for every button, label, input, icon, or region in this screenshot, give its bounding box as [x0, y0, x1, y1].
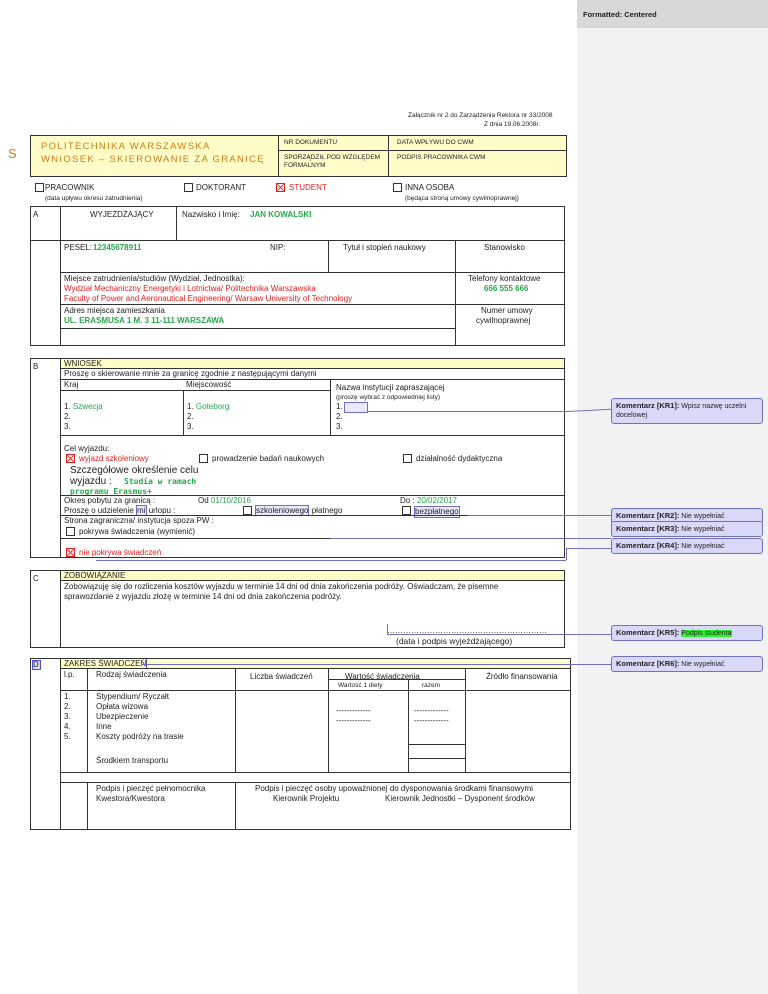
- rodzaj-header: Rodzaj świadczenia: [96, 670, 167, 679]
- numer-umowy-2: cywilnoprawnej: [476, 316, 531, 325]
- pracownik-label: PRACOWNIK: [45, 183, 95, 192]
- urlop-text-a: Proszę o udzielenie: [64, 506, 137, 515]
- miejscowosc-label: Miejscowość: [186, 380, 232, 389]
- student-label: STUDENT: [289, 183, 327, 192]
- section-d-box: [30, 658, 571, 830]
- title-box: [30, 135, 280, 177]
- miej2: 2.: [187, 412, 194, 421]
- bezplatnego-checkbox[interactable]: [402, 506, 411, 515]
- inna-osoba-label: INNA OSOBA: [405, 183, 455, 192]
- wyjazd-szkoleniowy-label: wyjazd szkoleniowy: [79, 454, 149, 463]
- badania-checkbox[interactable]: [199, 454, 208, 463]
- miej1-num: 1.: [187, 402, 194, 411]
- kraj2: 2.: [64, 412, 71, 421]
- inst1-field[interactable]: [344, 402, 368, 413]
- section-a-letter: A: [33, 210, 39, 219]
- szkoleniowego-checkbox[interactable]: [243, 506, 252, 515]
- kraj-label: Kraj: [64, 380, 79, 389]
- zobowiazanie-text-2: sprawozdanie z wyjazdu złożę w terminie 14 dni od dnia zakończenia podróży.: [64, 592, 342, 601]
- badania-label: prowadzenie badań naukowych: [212, 454, 325, 463]
- dydaktyczna-checkbox[interactable]: [403, 454, 412, 463]
- kraj1-value: Szwecja: [72, 402, 103, 411]
- szczegolowe-label-2: wyjazdu :: [70, 476, 112, 487]
- podpis-kwestora-2: Kwestora/Kwestora: [96, 794, 165, 803]
- data-wplywu-label: DATA WPŁYWU DO CWM: [397, 139, 474, 146]
- table-row-num: 1.: [64, 692, 71, 701]
- university-name: POLITECHNIKA WARSZAWSKA: [41, 141, 211, 152]
- do-label: Do :: [400, 496, 415, 505]
- wartosc-header: Wartość świadczenia: [345, 672, 420, 681]
- margin-char: S: [8, 146, 17, 161]
- dashes-r2a: -------------: [336, 706, 371, 715]
- pracownik-checkbox[interactable]: [35, 183, 44, 192]
- telefony-label: Telefony kontaktowe: [468, 274, 541, 283]
- table-row-num: 2.: [64, 702, 71, 711]
- comment-kr6[interactable]: [611, 656, 763, 672]
- comment-kr2-text: Nie wypełniać: [681, 513, 725, 520]
- comment-kr4[interactable]: [611, 538, 763, 554]
- miej3: 3.: [187, 422, 194, 431]
- comment-kr3-text: Nie wypełniać: [681, 526, 725, 533]
- szczegolowe-label-1: Szczegółowe określenie celu: [70, 465, 199, 476]
- pesel-label: PESEL:: [64, 243, 93, 252]
- zobowiazanie-text-1: Zobowiązuję się do rozliczenia kosztów wyjazdu w terminie 14 dni od dnia zakończenia podróży. Oświadczam, że pisemne: [64, 582, 499, 591]
- wniosek-intro: Proszę o skierowanie mnie za granicę zgodnie z następującymi danymi: [64, 369, 317, 378]
- doktorant-checkbox[interactable]: [184, 183, 193, 192]
- comment-kr6-id: Komentarz [KR6]:: [616, 659, 680, 668]
- bezplatnego-label: bezpłatnego: [415, 507, 459, 516]
- comments-sidebar: [577, 0, 768, 994]
- szczegolowe-value-2: programu Erasmus+: [70, 487, 152, 496]
- do-value: 20/02/2017: [416, 496, 457, 505]
- razem-header: razem: [422, 682, 441, 689]
- dydaktyczna-label: działalność dydaktyczna: [416, 454, 503, 463]
- miejsce-en: Faculty of Power and Aeronautical Engineering/ Warsaw University of Technology: [64, 294, 353, 303]
- instytucja-note: (proszę wybrać z odpowiedniej listy): [336, 394, 441, 401]
- comment-kr5[interactable]: [611, 625, 763, 641]
- table-row-label: Ubezpieczenie: [96, 712, 149, 721]
- nie-pokrywa-checkbox[interactable]: [66, 548, 75, 557]
- platnego-label: płatnego: [311, 506, 343, 515]
- table-row-label: Koszty podróży na trasie: [96, 732, 184, 741]
- header-note-line1: Załącznik nr 2 do Zarządzenia Rektora nr 33/2008: [408, 112, 553, 119]
- section-b-title: WNIOSEK: [64, 359, 102, 368]
- name-value: JAN KOWALSKI: [250, 210, 312, 219]
- header-note-line2: Z dnia 19.06.2008r.: [484, 121, 541, 128]
- inna-osoba-note: (będąca stroną umowy cywilnoprawnej): [405, 195, 519, 202]
- liczba-header: Liczba świadczeń: [250, 672, 313, 681]
- instytucja-label: Nazwa instytucji zapraszającej: [336, 383, 445, 392]
- comment-kr5-text: Podpis studenta: [681, 630, 732, 637]
- inst2: 2.: [336, 412, 343, 421]
- wartosc-diety-header: Wartość 1 diety: [338, 682, 383, 689]
- urlop-text-b: urlopu :: [146, 506, 176, 515]
- comment-kr4-text: Nie wypełniać: [681, 543, 725, 550]
- wyjazd-szkoleniowy-checkbox[interactable]: [66, 454, 75, 463]
- row5b-label: Środkiem transportu: [96, 756, 169, 765]
- miej1-value: Goteborg: [195, 402, 230, 411]
- urlop-mi: mi: [137, 506, 146, 515]
- sidebar-header: [577, 0, 768, 28]
- cel-label: Cel wyjazdu:: [64, 444, 110, 453]
- doc-title: WNIOSEK – SKIEROWANIE ZA GRANICĘ: [41, 154, 265, 165]
- inst3: 3.: [336, 422, 343, 431]
- table-row-num: 3.: [64, 712, 71, 721]
- tytul-label: Tytuł i stopień naukowy: [343, 243, 426, 252]
- kierownik-jednostki: Kierownik Jednostki – Dysponent środków: [385, 794, 535, 803]
- section-c-title: ZOBOWIĄZANIE: [64, 571, 126, 580]
- comment-kr2-id: Komentarz [KR2]:: [616, 511, 680, 520]
- table-row-label: Opłata wizowa: [96, 702, 149, 711]
- section-d-letter: D: [33, 660, 39, 669]
- stanowisko-label: Stanowisko: [484, 243, 525, 252]
- miejsce-pl: Wydział Mechaniczny Energetyki i Lotnictwa/ Politechnika Warszawska: [64, 284, 316, 293]
- sidebar-title: Formatted: Centered: [583, 10, 657, 19]
- comment-kr1[interactable]: [611, 398, 763, 424]
- pesel-value: 12345678911: [93, 243, 142, 252]
- comment-kr1-text: Wpisz nazwę uczelni docelowej: [616, 403, 747, 420]
- comment-kr5-id: Komentarz [KR5]:: [616, 628, 680, 637]
- comment-kr6-text: Nie wypełniać: [681, 661, 725, 668]
- section-d-title: ZAKRES ŚWIADCZEŃ: [64, 659, 147, 668]
- dashes-r3a: -------------: [336, 716, 371, 725]
- miejsce-label: Miejsce zatrudnienia/studiów (Wydział, Jednostka):: [64, 274, 245, 283]
- dashes-r3b: -------------: [414, 716, 449, 725]
- od-value: 01/10/2016: [210, 496, 251, 505]
- doktorant-label: DOKTORANT: [196, 183, 247, 192]
- student-checkbox[interactable]: [276, 183, 285, 192]
- adres-value: UL. ERASMUSA 1 M. 3 11-111 WARSZAWA: [64, 316, 225, 325]
- telefony-value: 666 555 666: [484, 284, 529, 293]
- lp-header: l.p.: [64, 670, 75, 679]
- zrodlo-header: Źródło finansowania: [486, 672, 558, 681]
- comment-kr1-id: Komentarz [KR1]:: [616, 401, 680, 410]
- section-b-letter: B: [33, 362, 39, 371]
- inna-osoba-checkbox[interactable]: [393, 183, 402, 192]
- podpis-upowaznionej: Podpis i pieczęć osoby upoważnionej do dysponowania środkami finansowymi: [255, 784, 533, 793]
- kierownik-projektu: Kierownik Projektu: [273, 794, 340, 803]
- sporzadzil-label: SPORZĄDZIŁ POD WZGLĘDEM FORMALNYM: [284, 154, 381, 170]
- nip-label: NIP:: [270, 243, 286, 252]
- sporzadzil-cell: [278, 150, 390, 177]
- kraj1-num: 1.: [64, 402, 71, 411]
- nr-dokumentu-label: NR DOKUMENTU: [284, 139, 338, 146]
- podpis-cwm-label: PODPIS PRACOWNIKA CWM: [397, 154, 486, 161]
- table-row-label: Inne: [96, 722, 112, 731]
- section-c-letter: C: [33, 574, 39, 583]
- table-row-num: 5.: [64, 732, 71, 741]
- table-row-label: Stypendium/ Ryczałt: [96, 692, 169, 701]
- dashes-r2b: -------------: [414, 706, 449, 715]
- inst1: 1.: [336, 402, 343, 411]
- adres-label: Adres miejsca zamieszkania: [64, 306, 165, 315]
- od-label: Od: [198, 496, 209, 505]
- comment-kr3[interactable]: [611, 521, 763, 537]
- wyjezdzajacy-label: WYJEŻDŻAJĄCY: [90, 210, 154, 219]
- comment-kr4-id: Komentarz [KR4]:: [616, 541, 680, 550]
- name-label: Nazwisko i Imię:: [182, 210, 240, 219]
- szkoleniowego-label: szkoleniowego: [256, 506, 309, 515]
- pokrywa-label: pokrywa świadczenia (wymienić): [79, 527, 196, 536]
- pokrywa-checkbox[interactable]: [66, 527, 75, 536]
- podpis-dots: ……………………………………………………: [387, 626, 547, 635]
- podpis-cwm-cell: [388, 150, 567, 177]
- podpis-wyjezdzajacego: (data i podpis wyjeżdżającego): [396, 636, 513, 646]
- podpis-kwestora-1: Podpis i pieczęć pełnomocnika: [96, 784, 206, 793]
- kraj3: 3.: [64, 422, 71, 431]
- nie-pokrywa-label: nie pokrywa świadczeń: [79, 548, 162, 557]
- pracownik-note: (data upływu okresu zatrudnienia): [45, 195, 143, 202]
- numer-umowy-1: Numer umowy: [481, 306, 533, 315]
- comment-kr3-id: Komentarz [KR3]:: [616, 524, 680, 533]
- okres-label: Okres pobytu za granicą :: [64, 496, 156, 505]
- table-row-num: 4.: [64, 722, 71, 731]
- szczegolowe-value-1: Studia w ramach: [124, 477, 197, 486]
- strona-label: Strona zagraniczna/ instytucja spoza PW :: [64, 516, 214, 525]
